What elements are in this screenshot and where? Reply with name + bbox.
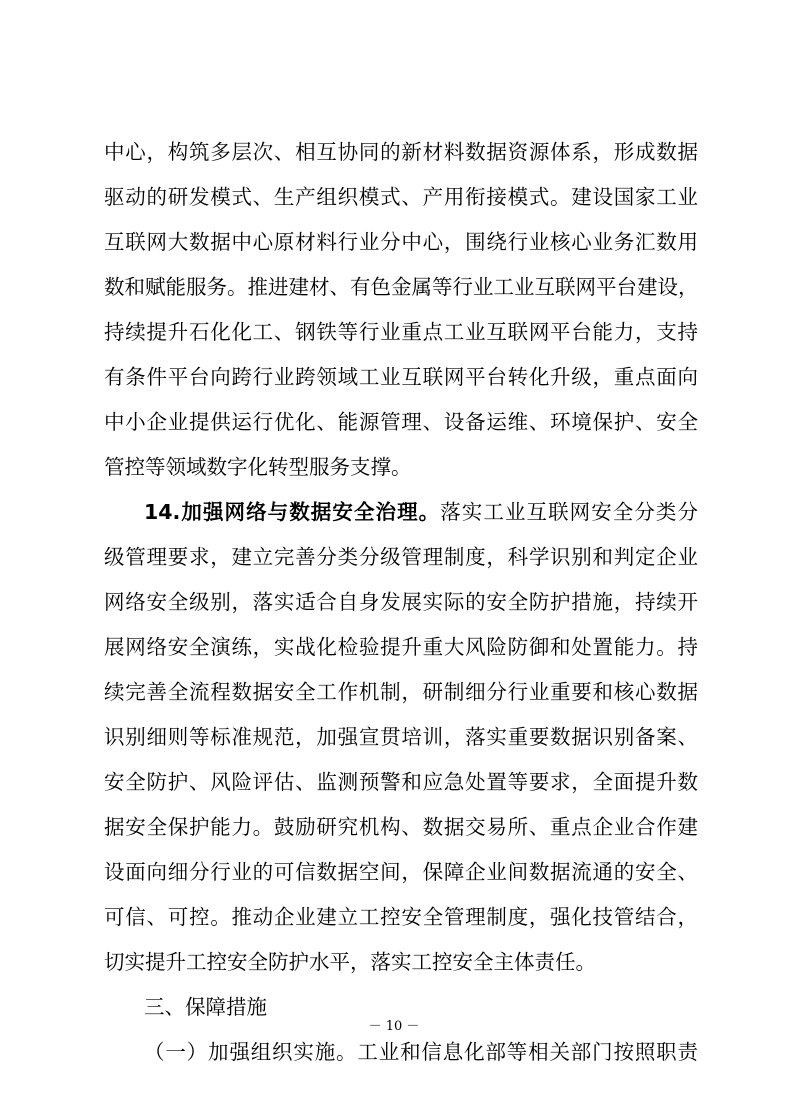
page-number: － 10 － bbox=[368, 1019, 420, 1034]
body-text-line: 中小企业提供运行优化、能源管理、设备运维、环境保护、安全 bbox=[104, 410, 698, 434]
section-14-line: 切实提升工控安全防护水平，落实工控安全主体责任。 bbox=[104, 950, 596, 974]
section-14-line: 续完善全流程数据安全工作机制，研制细分行业重要和核心数据 bbox=[104, 680, 698, 704]
subsection-1-first-line bbox=[104, 1030, 698, 1075]
body-text-line: 互联网大数据中心原材料行业分中心，围绕行业核心业务汇数用 bbox=[104, 230, 698, 254]
section-14-title: 14.加强网络与数据安全治理。 bbox=[144, 500, 441, 524]
body-text-line: 持续提升石化化工、钢铁等行业重点工业互联网平台能力，支持 bbox=[104, 320, 698, 344]
section-14-line: 可信、可控。推动企业建立工控安全管理制度，强化技管结合， bbox=[104, 905, 698, 929]
section-14-line: 展网络安全演练，实战化检验提升重大风险防御和处置能力。持 bbox=[104, 635, 698, 659]
section-14-line: 识别细则等标准规范，加强宣贯培训，落实重要数据识别备案、 bbox=[104, 725, 698, 749]
body-text-line: 管控等领域数字化转型服务支撑。 bbox=[104, 455, 412, 479]
section-3-heading: 三、保障措施 bbox=[144, 995, 267, 1019]
body-text-line: 有条件平台向跨行业跨领域工业互联网平台转化升级，重点面向 bbox=[104, 365, 698, 389]
body-text-line: 驱动的研发模式、生产组织模式、产用衔接模式。建设国家工业 bbox=[104, 185, 698, 209]
subsection-1-title: （一）加强组织实施。 bbox=[144, 1040, 358, 1064]
section-14-line: 级管理要求，建立完善分类分级管理制度，科学识别和判定企业 bbox=[104, 545, 698, 569]
section-14-line: 设面向细分行业的可信数据空间，保障企业间数据流通的安全、 bbox=[104, 860, 698, 884]
section-14-first-line bbox=[104, 490, 698, 535]
body-text-line: 中心，构筑多层次、相互协同的新材料数据资源体系，形成数据 bbox=[104, 140, 698, 164]
section-14-line: 网络安全级别，落实适合自身发展实际的安全防护措施，持续开 bbox=[104, 590, 698, 614]
body-text-line: 数和赋能服务。推进建材、有色金属等行业工业互联网平台建设， bbox=[104, 275, 699, 299]
subsection-1-first-line-text: 工业和信息化部等相关部门按照职责 bbox=[357, 1040, 699, 1064]
section-14-first-line-text: 落实工业互联网安全分类分 bbox=[440, 500, 698, 524]
section-14-line: 安全防护、风险评估、监测预警和应急处置等要求，全面提升数 bbox=[104, 770, 698, 794]
section-14-line: 据安全保护能力。鼓励研究机构、数据交易所、重点企业合作建 bbox=[104, 815, 698, 839]
page-body bbox=[104, 130, 698, 1075]
